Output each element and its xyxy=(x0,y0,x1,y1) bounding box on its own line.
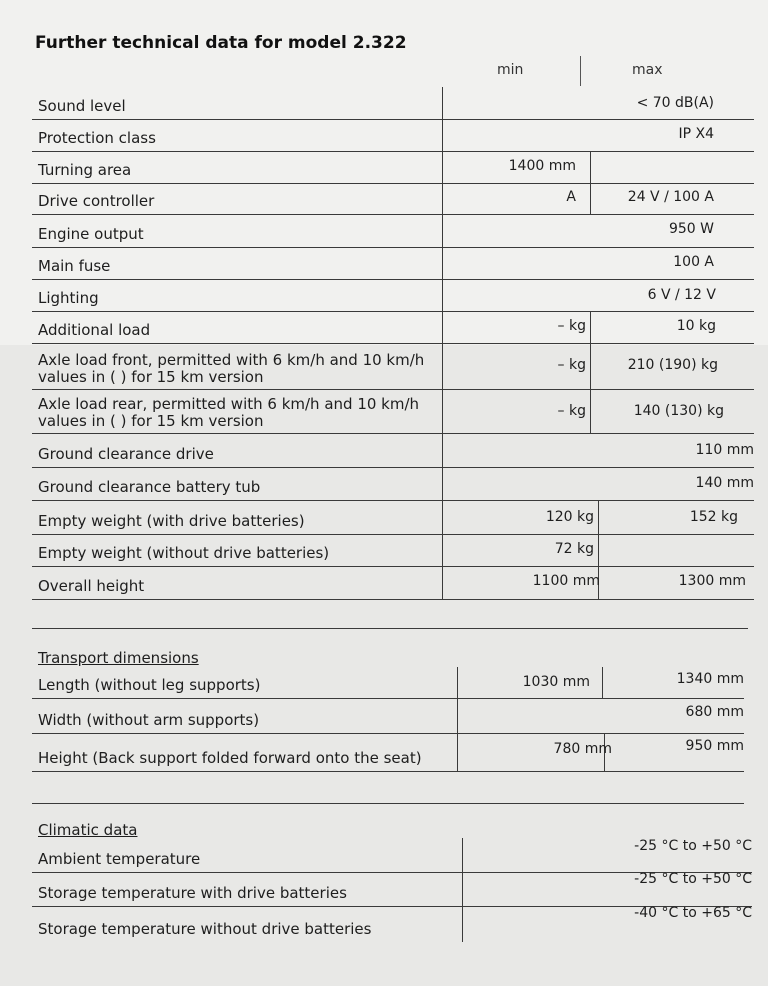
spec-max: 24 V / 100 A xyxy=(627,189,714,205)
table-row xyxy=(32,734,744,772)
transport-label: Height (Back support folded forward onto the seat) xyxy=(38,748,422,767)
table-row xyxy=(32,344,754,390)
spec-label: Ground clearance battery tub xyxy=(38,477,261,496)
table-row xyxy=(32,699,744,734)
spec-min: 1400 mm xyxy=(508,158,576,174)
spec-label: Drive controller xyxy=(38,191,155,210)
transport-min: 780 mm xyxy=(553,741,612,757)
transport-max: 950 mm xyxy=(685,738,744,754)
spec-max: 6 V / 12 V xyxy=(647,287,716,303)
table-row xyxy=(32,184,754,215)
spec-min: – kg xyxy=(557,357,586,373)
transport-min: 1030 mm xyxy=(522,674,590,690)
spec-label: Engine output xyxy=(38,224,144,243)
transport-label: Length (without leg supports) xyxy=(38,675,261,694)
table-row xyxy=(32,667,744,699)
spec-label: Protection class xyxy=(38,128,156,147)
table-row xyxy=(32,468,754,501)
spec-label: Additional load xyxy=(38,320,151,339)
spec-min: – kg xyxy=(557,318,586,334)
table-row xyxy=(32,215,754,248)
climatic-value: -25 °C to +50 °C xyxy=(634,871,752,887)
table-row xyxy=(32,248,754,280)
table-row xyxy=(32,312,754,344)
column-header-max: max xyxy=(632,62,663,78)
spec-max: 140 (130) kg xyxy=(633,403,724,419)
climatic-heading: Climatic data xyxy=(38,821,138,839)
spec-label: Empty weight (with drive batteries) xyxy=(38,511,305,530)
spec-label: Empty weight (without drive batteries) xyxy=(38,543,330,562)
climatic-label: Storage temperature with drive batteries xyxy=(38,883,347,902)
table-row xyxy=(32,390,754,434)
spec-min: 120 kg xyxy=(545,509,594,525)
table-row xyxy=(32,838,752,873)
transport-heading: Transport dimensions xyxy=(38,649,199,667)
spec-label: Overall height xyxy=(38,576,145,595)
table-row xyxy=(32,873,752,907)
spec-max: < 70 dB(A) xyxy=(636,95,714,111)
spec-max: 1300 mm xyxy=(678,573,746,589)
spec-max: 152 kg xyxy=(689,509,738,525)
spec-label: Sound level xyxy=(38,96,126,115)
table-row xyxy=(32,152,754,184)
spec-label: Axle load front, permitted with 6 km/h and 10 km/h values in ( ) for 15 km version xyxy=(38,350,425,386)
table-row xyxy=(32,567,754,600)
table-row xyxy=(32,120,754,152)
spec-min: 1100 mm xyxy=(532,573,600,589)
spec-label: Axle load rear, permitted with 6 km/h and 10 km/h values in ( ) for 15 km version xyxy=(38,394,420,430)
spec-min: A xyxy=(566,189,576,205)
table-row xyxy=(32,434,754,468)
transport-max: 680 mm xyxy=(685,704,744,720)
spec-label: Ground clearance drive xyxy=(38,444,214,463)
spec-max: 10 kg xyxy=(676,318,716,334)
column-header-min: min xyxy=(497,62,524,78)
spec-max: 950 W xyxy=(668,221,714,237)
table-row xyxy=(32,501,754,535)
spec-label: Lighting xyxy=(38,288,99,307)
transport-label: Width (without arm supports) xyxy=(38,710,260,729)
page-title: Further technical data for model 2.322 xyxy=(35,33,407,53)
section-divider xyxy=(32,803,744,804)
climatic-value: -25 °C to +50 °C xyxy=(634,838,752,854)
climatic-label: Storage temperature without drive batteries xyxy=(38,919,372,938)
table-row xyxy=(32,907,752,943)
climatic-label: Ambient temperature xyxy=(38,849,201,868)
spec-max: IP X4 xyxy=(678,126,714,142)
table-row xyxy=(32,280,754,312)
spec-max: 140 mm xyxy=(695,475,754,491)
table-row xyxy=(32,87,754,120)
spec-label: Turning area xyxy=(38,160,132,179)
spec-min: – kg xyxy=(557,403,586,419)
spec-label: Main fuse xyxy=(38,256,111,275)
column-separator xyxy=(580,56,581,86)
section-divider xyxy=(32,628,748,629)
spec-max: 110 mm xyxy=(695,442,754,458)
spec-min: 72 kg xyxy=(554,541,594,557)
table-row xyxy=(32,535,754,567)
spec-max: 100 A xyxy=(673,254,714,270)
transport-max: 1340 mm xyxy=(676,671,744,687)
spec-max: 210 (190) kg xyxy=(627,357,718,373)
climatic-value: -40 °C to +65 °C xyxy=(634,905,752,921)
